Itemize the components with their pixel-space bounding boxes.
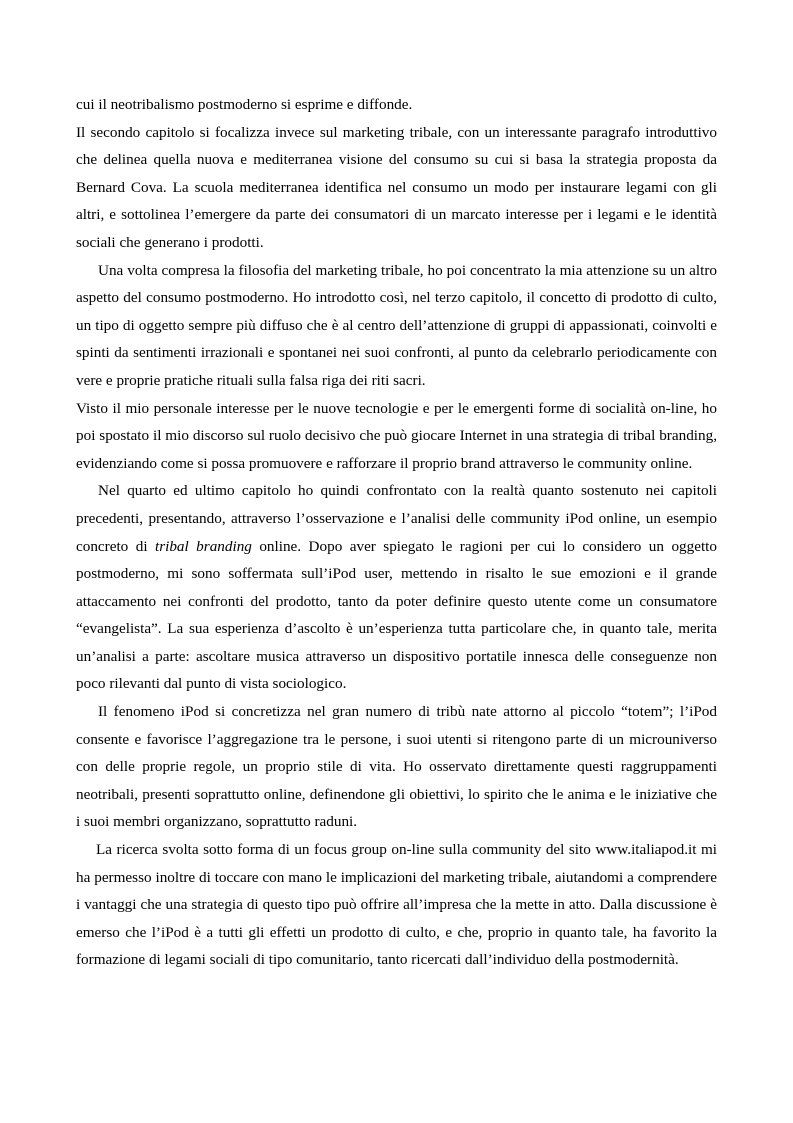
paragraph-5-text-end: online. Dopo aver spiegato le ragioni per cui lo considero un oggetto postmoderno, mi sono soffermata sull’iPod user, mettendo in risalto le sue emozioni e il grande attaccamento nei confronti del prodotto, tanto da poter definire questo utente come un consumatore “evangelista”. La sua esperienza d’ascolto è un’esperienza tutta particolare che, in quanto tale, merita un’analisi a parte: ascoltare musica attraverso un dispositivo portatile innesca delle conseguenze non poco rilevanti dal punto di vista sociologico. [76,537,717,693]
paragraph-3: Una volta compresa la filosofia del marketing tribale, ho poi concentrato la mia attenzione su un altro aspetto del consumo postmoderno. Ho introdotto così, nel terzo capitolo, il concetto di prodotto di culto, un tipo di oggetto sempre più diffuso che è al centro dell’attenzione di gruppi di appassionati, coinvolti e spinti da sentimenti irrazionali e spontanei nei suoi confronti, al punto da celebrarlo periodicamente con vere e proprie pratiche rituali sulla falsa riga dei riti sacri. [76,261,717,389]
paragraph-2: Il secondo capitolo si focalizza invece sul marketing tribale, con un interessante paragrafo introduttivo che delinea quella nuova e mediterranea visione del consumo su cui si basa la strategia proposta da Bernard Cova. La scuola mediterranea identifica nel consumo un modo per instaurare legami con gli altri, e sottolinea l’emergere da parte dei consumatori di un marcato interesse per i legami e le identità sociali che generano i prodotti. [76,123,717,251]
document-body [76,91,717,974]
paragraph-5 [76,477,717,698]
paragraph-1: cui il neotribalismo postmoderno si esprime e diffonde. [76,96,413,113]
paragraph-5-text-start: Nel quarto ed ultimo capitolo ho quindi confrontato con la realtà quanto sostenuto nei capitoli precedenti, presentando, attraverso l’osservazione e l’analisi delle community iPod online, un esempio concreto di [76,482,717,555]
paragraph-7: La ricerca svolta sotto forma di un focus group on-line sulla community del sito www.italiapod.it mi ha permesso inoltre di toccare con mano le implicazioni del marketing tribale, aiutandomi a comprendere i vantaggi che una strategia di questo tipo può offrire all’impresa che la mette in atto. Dalla discussione è emerso che l’iPod è a tutti gli effetti un prodotto di culto, e che, proprio in quanto tale, ha favorito la formazione di legami sociali di tipo comunitario, tanto ricercati dall’individuo della postmodernità. [76,841,717,969]
paragraph-5-italic-term: tribal branding [154,537,252,555]
paragraph-4: Visto il mio personale interesse per le nuove tecnologie e per le emergenti forme di socialità on-line, ho poi spostato il mio discorso sul ruolo decisivo che può giocare Internet in una strategia di tribal branding, evidenziando come si possa promuovere e rafforzare il proprio brand attraverso le community online. [76,399,717,472]
paragraph-6: Il fenomeno iPod si concretizza nel gran numero di tribù nate attorno al piccolo “totem”; l’iPod consente e favorisce l’aggregazione tra le persone, i suoi utenti si ritengono parte di un microuniverso con delle proprie regole, un proprio stile di vita. Ho osservato direttamente questi raggruppamenti neotribali, presenti soprattutto online, definendone gli obiettivi, lo spirito che le anima e le iniziative che i suoi membri organizzano, soprattutto raduni. [76,703,717,831]
